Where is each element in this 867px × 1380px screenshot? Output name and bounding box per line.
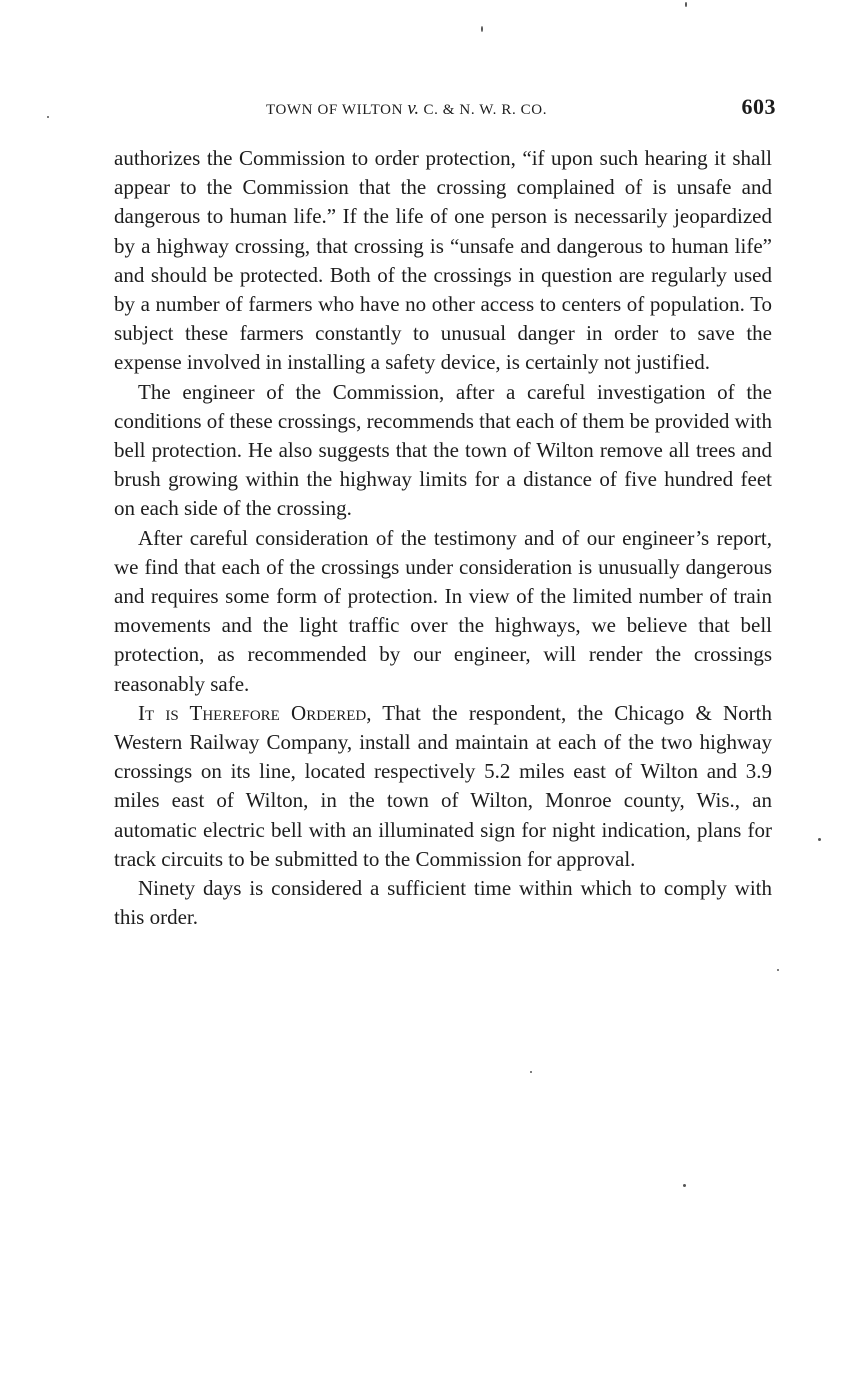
running-head (116, 96, 776, 126)
paragraph-continuation: authorizes the Commission to order protection, “if upon such hearing it shall appear to the Commission that the crossing complained of is unsafe and dangerous to human life.” If the life of one person is necessarily jeopardized by a highway crossing, that crossing is “unsafe and dangerous to human life” and should be protected. Both of the crossings in question are regularly used by a number of farmers who have no other access to centers of population. To subject these farmers constantly to unusual danger in order to save the expense involved in installing a safety device, is certainly not justified. (114, 146, 772, 375)
title-part-2: C. & N. W. R. CO. (419, 102, 548, 118)
title-versus: v. (407, 98, 420, 119)
paragraph-engineer-recommendation: The engineer of the Commission, after a careful investigation of the conditions of these crossings, recommends that each of them be provided with bell protection. He also suggests that the town of Wilton remove all trees and brush growing within the highway limits for a distance of five hundred feet on each side of the crossing. (114, 379, 772, 521)
paragraph-findings: After careful consideration of the testimony and of our engineer’s report, we find that each of the crossings under consideration is unusually dangerous and requires some form of protection. In view of the limited number of train movements and the light traffic over the highways, we believe that bell protection, as recommended by our engineer, will render the crossings reasonably safe. (114, 525, 772, 696)
order-text: That the respondent, the Chicago & North Western Railway Company, install and maintain at each of the two highway crossings on its line, located respectively 5.2 miles east of Wilton and 3.9 miles east of Wilton, in the town of Wilton, Monroe county, Wis., an automatic electric bell with an illuminated sign for night indication, plans for track circuits to be submitted to the Commission for approval. (114, 700, 772, 871)
body-text (114, 144, 772, 932)
page-number: 603 (741, 94, 776, 119)
order-lead-phrase: It is Therefore Ordered, (138, 700, 372, 725)
scan-speck (683, 1184, 686, 1187)
scan-speck (818, 838, 821, 841)
scan-speck (47, 116, 49, 118)
paragraph-compliance-period: Ninety days is considered a sufficient time within which to comply with this order. (114, 876, 772, 930)
scan-speck (685, 2, 687, 7)
scan-speck (530, 1071, 532, 1073)
paragraph-order (114, 699, 772, 874)
title-part-1: TOWN OF WILTON (266, 102, 408, 118)
running-title (266, 98, 547, 120)
scan-speck (777, 969, 779, 971)
scan-speck (481, 26, 483, 32)
